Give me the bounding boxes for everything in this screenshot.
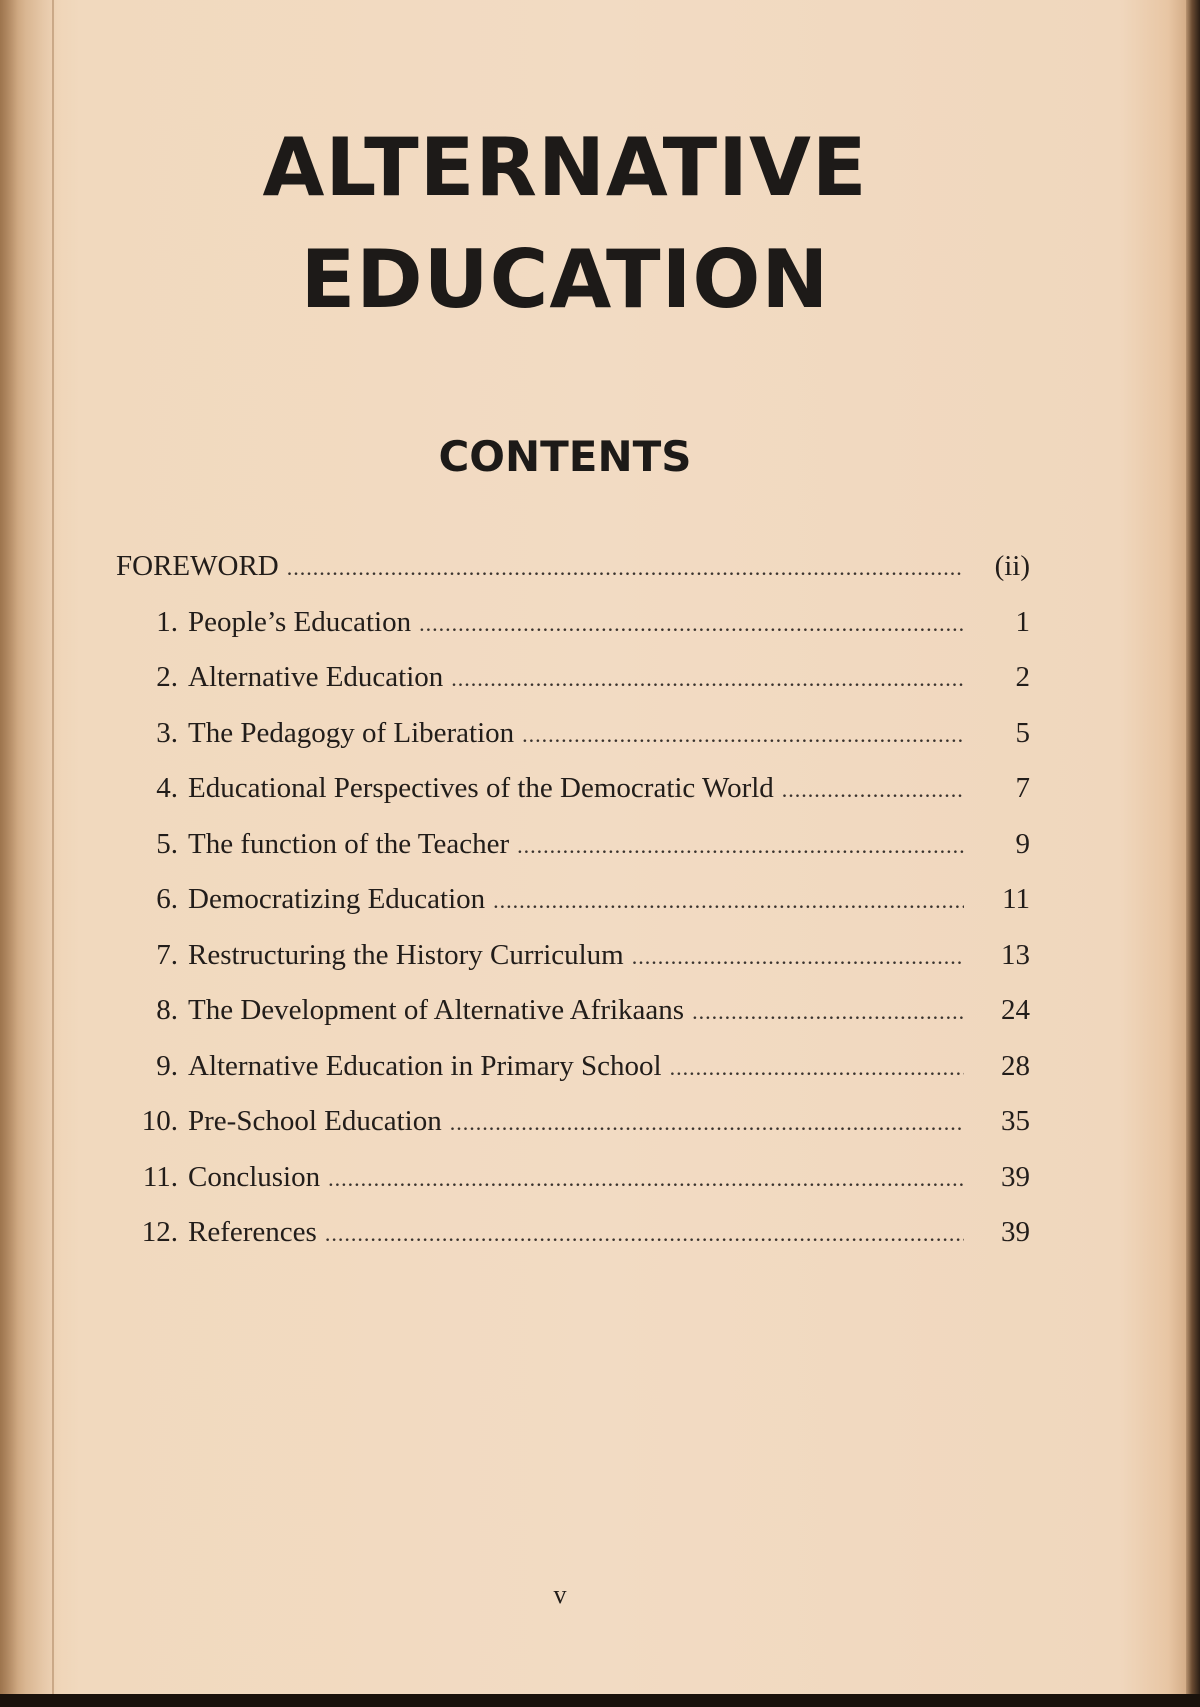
toc-leader-dots xyxy=(632,944,964,970)
page-number: v xyxy=(553,1580,567,1609)
toc-entry-page: 39 xyxy=(1001,1216,1030,1248)
toc-entry-title: The Pedagogy of Liberation xyxy=(188,716,515,749)
toc-entry-page: 11 xyxy=(1002,883,1030,915)
page-edge xyxy=(1186,0,1200,1707)
toc-entry-number: 7. xyxy=(156,938,178,971)
toc-entry-title: Pre-School Education xyxy=(188,1105,442,1137)
toc-leader-dots xyxy=(451,666,964,692)
toc-entry-title: People’s Education xyxy=(188,605,412,638)
book-title-line-1: ALTERNATIVE xyxy=(262,121,868,214)
toc-entry-title: References xyxy=(188,1216,317,1248)
toc-entry-11 xyxy=(126,1161,1030,1217)
toc-entry-page: 2 xyxy=(1015,661,1030,693)
toc-entry-2 xyxy=(126,661,1030,717)
toc-entry-page: 24 xyxy=(1001,994,1030,1026)
toc-entry-title: Restructuring the History Curriculum xyxy=(188,938,624,971)
toc-entry-number: 10. xyxy=(141,1105,178,1137)
toc-entry-number: 2. xyxy=(156,661,178,693)
toc-entry-number: 5. xyxy=(156,827,178,860)
toc-entry-number: 3. xyxy=(156,716,178,749)
toc-leader-dots xyxy=(450,1110,964,1136)
toc-entry-number: 9. xyxy=(156,1049,178,1082)
toc-entry-number: 4. xyxy=(156,772,178,804)
toc-entry-page: 28 xyxy=(1001,1049,1030,1082)
toc-leader-dots xyxy=(782,777,964,803)
toc-entry-number: 8. xyxy=(156,994,178,1026)
toc-entry-title: Conclusion xyxy=(188,1160,321,1193)
toc-entry-7 xyxy=(126,939,1030,995)
toc-entry-1 xyxy=(126,606,1030,662)
toc-entry-5 xyxy=(126,828,1030,884)
toc-leader-dots xyxy=(692,999,964,1025)
toc-entry-page: 35 xyxy=(1001,1105,1030,1137)
toc-entry-title: Educational Perspectives of the Democratic World xyxy=(188,772,774,804)
toc-entry-page: 1 xyxy=(1015,605,1030,638)
toc-entry-number: 11. xyxy=(142,1160,178,1193)
toc-leader-dots xyxy=(419,611,964,637)
toc-entry-title: Alternative Education xyxy=(188,661,444,693)
toc-entry-page: 7 xyxy=(1015,772,1030,804)
toc-leader-dots xyxy=(328,1166,964,1192)
contents-heading: CONTENTS xyxy=(438,432,692,481)
toc-entry-title: The Development of Alternative Afrikaans xyxy=(188,994,685,1026)
toc-entry-10 xyxy=(126,1105,1030,1161)
toc-entry-12 xyxy=(126,1216,1030,1272)
toc-entry-title: Democratizing Education xyxy=(188,883,486,915)
toc-entry-page: 13 xyxy=(1001,938,1030,971)
table-of-contents xyxy=(116,550,1030,1272)
toc-leader-dots xyxy=(493,888,964,914)
toc-leader-dots xyxy=(517,833,964,859)
toc-entry-title: The function of the Teacher xyxy=(188,827,510,860)
spine-shadow xyxy=(0,0,58,1707)
toc-entry-page: 5 xyxy=(1015,716,1030,749)
toc-entry-page: 39 xyxy=(1001,1160,1030,1193)
toc-entry-page: (ii) xyxy=(994,550,1030,582)
spine-fold xyxy=(52,0,54,1707)
toc-entry-3 xyxy=(126,717,1030,773)
toc-leader-dots xyxy=(670,1055,964,1081)
toc-entry-title: Alternative Education in Primary School xyxy=(188,1049,662,1082)
page-bottom-edge xyxy=(0,1694,1200,1707)
toc-entry-page: 9 xyxy=(1015,827,1030,860)
toc-entry-8 xyxy=(126,994,1030,1050)
toc-entry-foreword xyxy=(116,550,1030,606)
toc-entry-number: 1. xyxy=(156,605,178,638)
toc-entry-6 xyxy=(126,883,1030,939)
toc-leader-dots xyxy=(287,555,964,581)
book-title-line-2: EDUCATION xyxy=(300,233,830,326)
toc-entry-9 xyxy=(126,1050,1030,1106)
toc-leader-dots xyxy=(522,722,964,748)
toc-entry-4 xyxy=(126,772,1030,828)
toc-entry-title: FOREWORD xyxy=(116,550,279,582)
toc-entry-number: 12. xyxy=(141,1216,178,1248)
toc-entry-number: 6. xyxy=(156,883,178,915)
toc-leader-dots xyxy=(325,1221,964,1247)
